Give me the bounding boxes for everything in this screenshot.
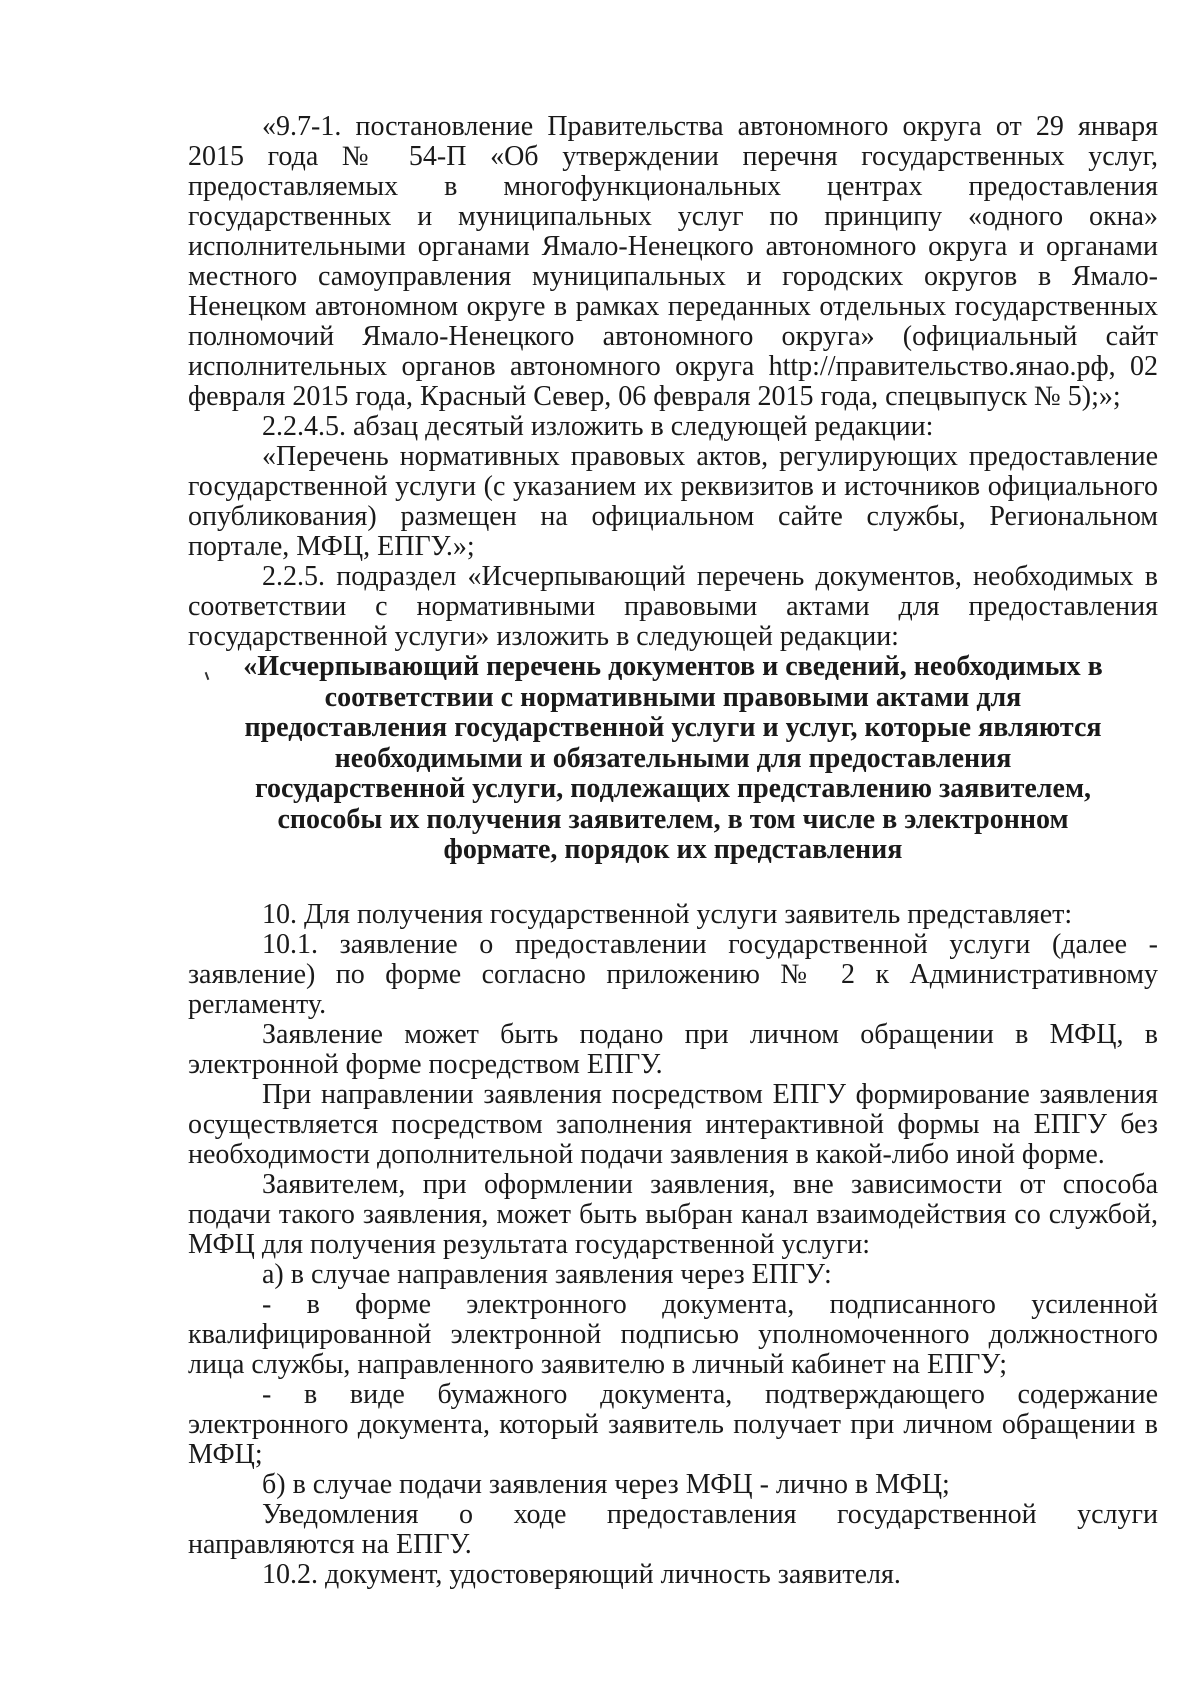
paragraph-item-a: а) в случае направления заявления через ЕПГУ:: [262, 1258, 832, 1290]
paragraph-application-submission: Заявление может быть подано при личном обращении в МФЦ, в электронной форме посредством ЕПГУ.: [188, 1018, 1158, 1080]
paragraph-2-2-5: 2.2.5. подраздел «Исчерпывающий перечень документов, необходимых в соответствии с нормативными правовыми актами для предоставления государственной услуги» изложить в следующей редакции:: [188, 561, 1158, 652]
paragraph-10-2: 10.2. документ, удостоверяющий личность заявителя.: [262, 1558, 901, 1590]
document-page: [188, 112, 1158, 1590]
paragraph-dash-electronic: - в форме электронного документа, подписанного усиленной квалифицированной электронной подписью уполномоченного должностного лица службы, направленного заявителю в личный кабинет на ЕПГУ;: [188, 1288, 1158, 1380]
paragraph-normative-acts-list: «Перечень нормативных правовых актов, регулирующих предоставление государственной услуги (с указанием их реквизитов и источников официального опубликования) размещен на официальном сайте службы, Региональном портале, МФЦ, ЕПГУ.»;: [188, 441, 1158, 562]
paragraph-notifications: Уведомления о ходе предоставления государственной услуги направляются на ЕПГУ.: [188, 1498, 1158, 1560]
paragraph-interaction-channel: Заявителем, при оформлении заявления, вне зависимости от способа подачи такого заявления, может быть выбран канал взаимодействия со службой, МФЦ для получения результата государственной услуги:: [188, 1168, 1158, 1260]
paragraph-10: 10. Для получения государственной услуги заявитель представляет:: [262, 898, 1073, 930]
paragraph-dash-paper: - в виде бумажного документа, подтверждающего содержание электронного документа, который заявитель получает при личном обращении в МФЦ;: [188, 1378, 1158, 1470]
spacer: [188, 866, 1158, 900]
section-heading: «Исчерпывающий перечень документов и сведений, необходимых в соответствии с нормативными правовыми актами для предоставления государственной услуги и услуг, которые являются необходимыми и обязательными для предоставления государственной услуги, подлежащих представлению заявителем, способы их получения заявителем, в том числе в электронном формате, порядок их представления: [243, 651, 1103, 865]
paragraph-10-1: 10.1. заявление о предоставлении государственной услуги (далее - заявление) по форме согласно приложению № 2 к Административному регламенту.: [188, 928, 1158, 1020]
paragraph-decree-9-7-1: «9.7-1. постановление Правительства автономного округа от 29 января 2015 года № 54-П «Об утверждении перечня государственных услуг, предоставляемых в многофункциональных центрах предоставления государственных и муниципальных услуг по принципу «одного окна» исполнительными органами Ямало-Ненецкого автономного округа и органами местного самоуправления муниципальных и городских округов в Ямало-Ненецком автономном округе в рамках переданных отдельных государственных полномочий Ямало-Ненецкого автономного округа» (официальный сайт исполнительных органов автономного округа http://правительство.янао.рф, 02 февраля 2015 года, Красный Север, 06 февраля 2015 года, спецвыпуск № 5);»;: [188, 111, 1158, 412]
paragraph-item-b: б) в случае подачи заявления через МФЦ - лично в МФЦ;: [262, 1468, 950, 1500]
paragraph-2-2-4-5: 2.2.4.5. абзац десятый изложить в следующей редакции:: [262, 411, 934, 442]
paragraph-epgu-form: При направлении заявления посредством ЕПГУ формирование заявления осуществляется посредством заполнения интерактивной формы на ЕПГУ без необходимости дополнительной подачи заявления в какой-либо иной форме.: [188, 1078, 1158, 1170]
